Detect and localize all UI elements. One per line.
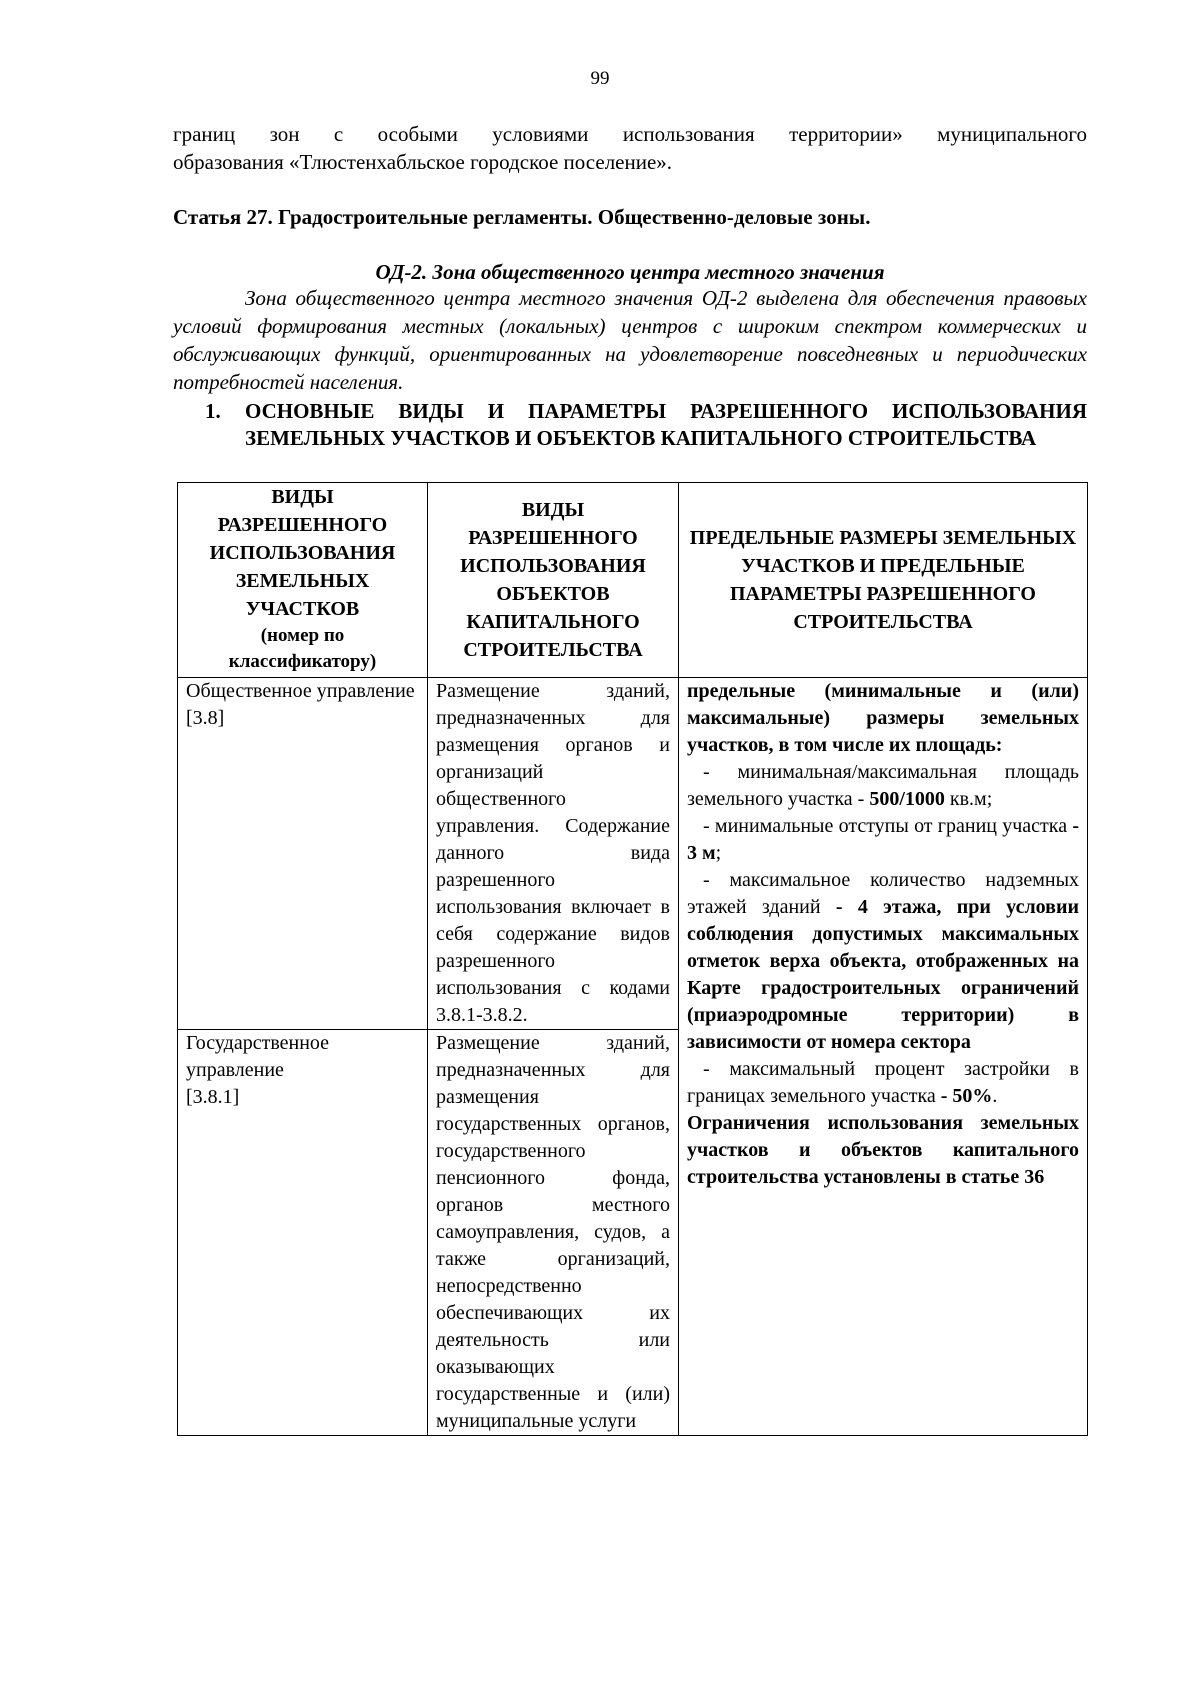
- regulations-table: [177, 482, 1088, 1436]
- intro-line-2: образования «Тлюстенхабльское городское поселение».: [173, 150, 673, 174]
- section-number: 1.: [205, 399, 221, 423]
- use-description: Размещение зданий, предназначенных для размещения государственных органов, государственного пенсионного фонда, органов местного самоуправления, судов, а также организаций, непосредственно обеспечивающих их деятельность или оказывающих государственные и (или) муниципальные услуги: [428, 1030, 679, 1436]
- page-number: 99: [590, 68, 610, 89]
- intro-paragraph: [173, 120, 1087, 176]
- params-area-unit: кв.м;: [944, 788, 993, 810]
- params-coverage-label: - максимальный процент застройки в границах земельного участка: [687, 1058, 1079, 1107]
- header-building-use: ВИДЫ РАЗРЕШЕННОГО ИСПОЛЬЗОВАНИЯ ОБЪЕКТОВ КАПИТАЛЬНОГО СТРОИТЕЛЬСТВА: [428, 483, 679, 678]
- params-area-value: 500/1000: [869, 788, 945, 810]
- params-floors-value: - 4 этажа, при условии соблюдения допустимых максимальных отметок верха объекта, отображенных на Карте градостроительных ограничений (приаэродромные территории) в зависимости от номера сектора: [687, 896, 1080, 1053]
- params-floors: [687, 867, 1079, 1056]
- use-name: Общественное управление: [186, 680, 415, 702]
- header-land-use-title: ВИДЫ РАЗРЕШЕННОГО ИСПОЛЬЗОВАНИЯ ЗЕМЕЛЬНЫХ УЧАСТКОВ: [209, 486, 396, 620]
- params-setback: [687, 813, 1079, 867]
- params-area-label: - минимальная/максимальная площадь земельного участка -: [687, 761, 1079, 810]
- table-header-row: [178, 483, 1088, 678]
- use-code: [3.8]: [186, 707, 225, 729]
- params-setback-label: - минимальные отступы от границ участка: [703, 815, 1073, 837]
- params-setback-value: - 3 м: [687, 815, 1079, 864]
- params-setback-suffix: ;: [715, 842, 722, 864]
- header-land-use: [178, 483, 428, 678]
- use-code: [3.8.1]: [186, 1086, 240, 1108]
- params-intro: предельные (минимальные и (или) максимальные) размеры земельных участков, в том числе их площадь:: [687, 680, 1079, 756]
- use-cell: [178, 678, 428, 1030]
- intro-line-1: границ зон с особыми условиями использования территории» муниципального: [173, 122, 1087, 146]
- article-title: Статья 27. Градостроительные регламенты. Общественно-деловые зоны.: [173, 205, 871, 229]
- use-description: Размещение зданий, предназначенных для размещения органов и организаций общественного управления. Содержание данного вида разрешенного использования включает в себя содержание видов разрешенного использования с кодами 3.8.1-3.8.2.: [428, 678, 679, 1030]
- params-coverage-value: - 50%: [940, 1085, 993, 1107]
- section-heading: [205, 398, 1087, 452]
- table-row: [178, 678, 1088, 1030]
- header-land-use-sub: (номер по классификатору): [228, 625, 377, 672]
- params-cell: [679, 678, 1088, 1436]
- params-restrictions: Ограничения использования земельных участков и объектов капитального строительства установлены в статье 36: [687, 1112, 1079, 1188]
- zone-title: ОД-2. Зона общественного центра местного значения: [375, 260, 885, 284]
- use-cell: [178, 1030, 428, 1436]
- params-coverage: [687, 1056, 1079, 1110]
- use-name: Государственное управление: [186, 1032, 330, 1081]
- params-coverage-suffix: .: [992, 1085, 998, 1107]
- params-floors-label: - максимальное количество надземных этажей зданий: [687, 869, 1079, 918]
- section-title: ОСНОВНЫЕ ВИДЫ И ПАРАМЕТРЫ РАЗРЕШЕННОГО ИСПОЛЬЗОВАНИЯ ЗЕМЕЛЬНЫХ УЧАСТКОВ И ОБЪЕКТОВ КАПИТАЛЬНОГО СТРОИТЕЛЬСТВА: [245, 399, 1087, 450]
- params-area: [687, 759, 1079, 813]
- header-limits: ПРЕДЕЛЬНЫЕ РАЗМЕРЫ ЗЕМЕЛЬНЫХ УЧАСТКОВ И ПРЕДЕЛЬНЫЕ ПАРАМЕТРЫ РАЗРЕШЕННОГО СТРОИТЕЛЬСТВА: [679, 483, 1088, 678]
- zone-description: Зона общественного центра местного значения ОД-2 выделена для обеспечения правовых условий формирования местных (локальных) центров с широким спектром коммерческих и обслуживающих функций, ориентированных на удовлетворение повседневных и периодических потребностей населения.: [173, 286, 1087, 394]
